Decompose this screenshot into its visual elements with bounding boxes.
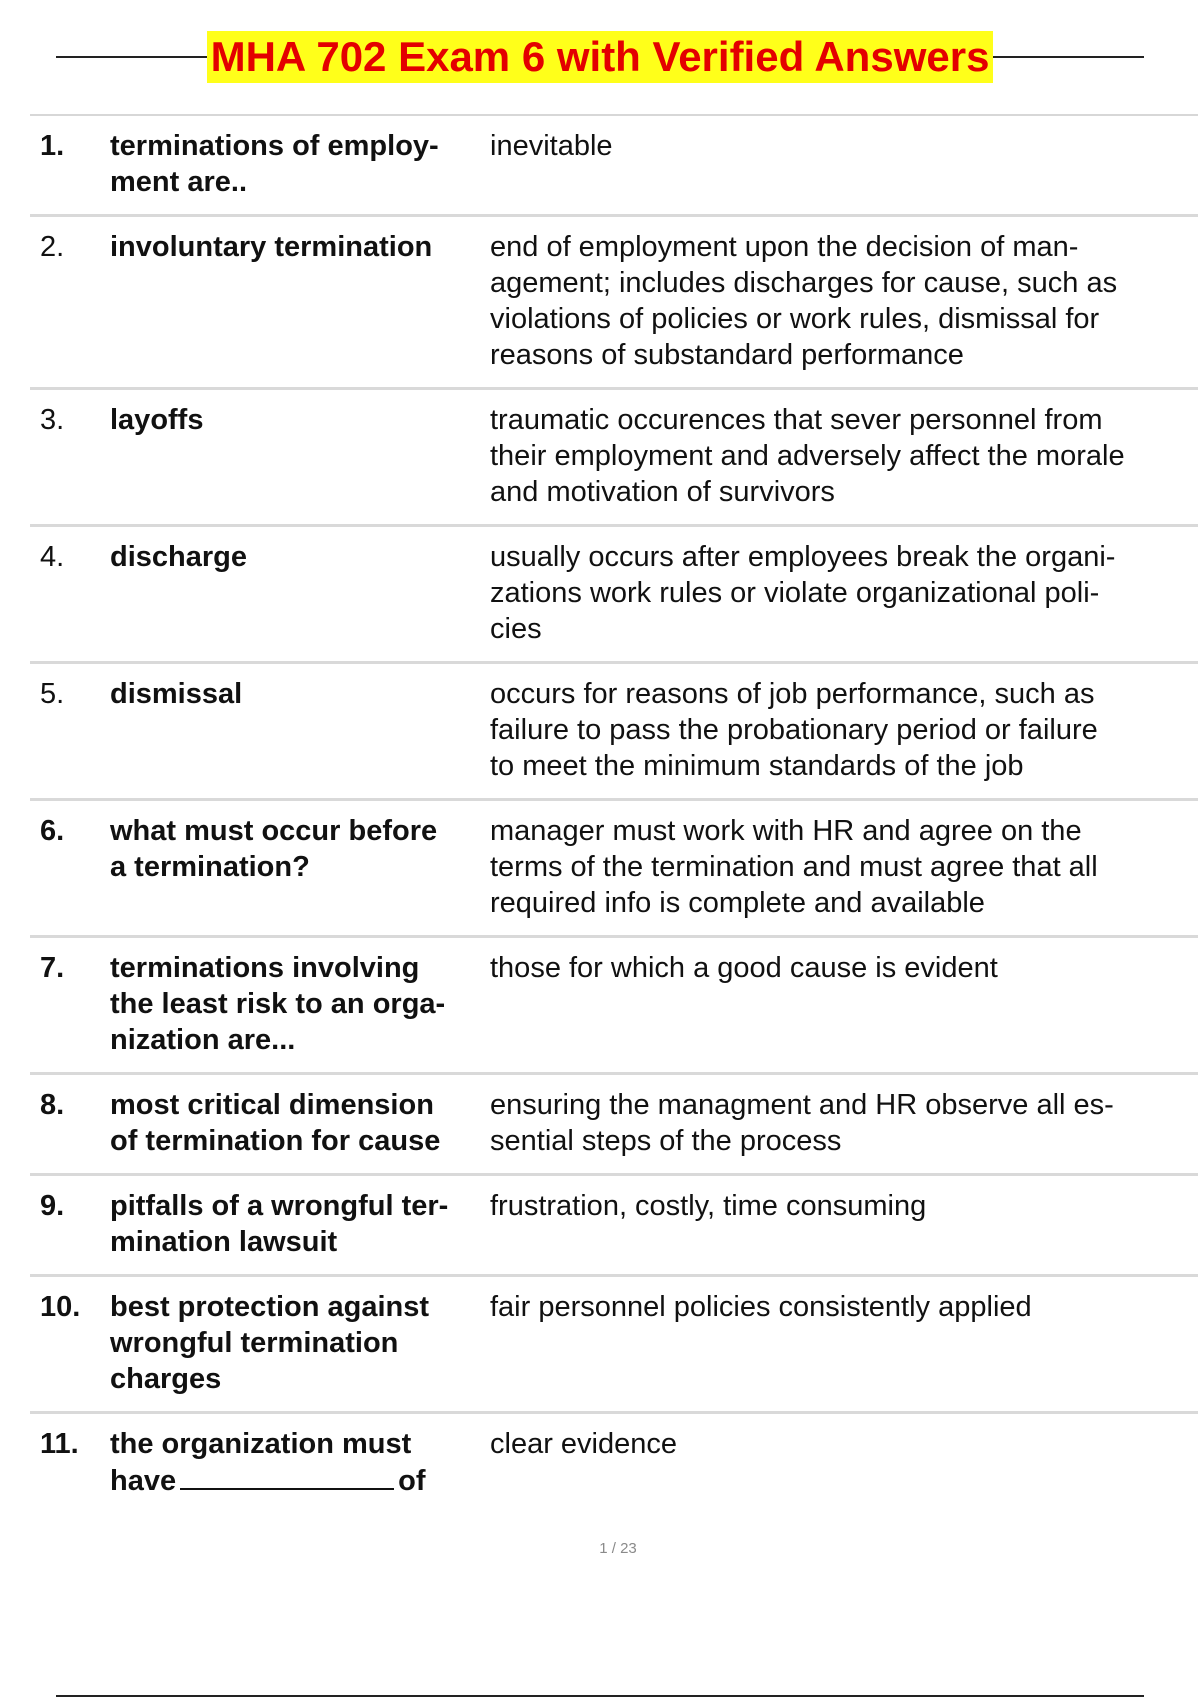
item-number: 5. [40,678,65,710]
qa-row [30,390,1198,527]
title-rule-right [993,56,1144,58]
qa-row [30,801,1198,938]
title-row [56,28,1144,86]
item-term: pitfalls of a wrongful ter- mination lawsuit [110,1190,449,1258]
qa-row [30,1277,1198,1414]
item-number: 2. [40,231,65,263]
item-definition: fair personnel policies consistently applied [490,1291,1032,1323]
item-definition: manager must work with HR and agree on the terms of the termination and must agree that all required info is complete and available [490,815,1098,919]
item-definition: those for which a good cause is evident [490,952,998,984]
qa-row [30,664,1198,801]
item-number: 11. [40,1428,79,1460]
item-number: 8. [40,1089,65,1121]
qa-row [30,116,1198,217]
qa-row [30,527,1198,664]
qa-table [30,114,1198,1513]
item-term-line: the organization must [110,1428,412,1460]
document-title: MHA 702 Exam 6 with Verified Answers [207,31,994,83]
item-definition: occurs for reasons of job performance, such as failure to pass the probationary period or failure to meet the minimum standards of the job [490,678,1098,782]
item-term: dismissal [110,678,243,710]
item-term-after-blank: of [398,1465,426,1497]
item-term: layoffs [110,404,204,436]
item-number: 7. [40,952,65,984]
item-definition: inevitable [490,130,613,162]
item-number: 3. [40,404,65,436]
qa-row [30,1414,1198,1513]
item-number: 6. [40,815,65,847]
item-number: 9. [40,1190,65,1222]
item-term: discharge [110,541,247,573]
qa-row [30,938,1198,1075]
qa-row [30,217,1198,390]
item-definition: usually occurs after employees break the organi- zations work rules or violate organizational poli- cies [490,541,1116,645]
item-term: what must occur before a termination? [110,815,438,883]
item-term: terminations of employ- ment are.. [110,130,439,198]
item-term: most critical dimension of termination for cause [110,1089,441,1157]
item-term-before-blank: have [110,1465,177,1497]
page-number: 1 / 23 [599,1540,637,1557]
item-number: 1. [40,130,65,162]
title-rule-left [56,56,207,58]
qa-row [30,1075,1198,1176]
item-definition: end of employment upon the decision of man- agement; includes discharges for cause, such as violations of policies or work rules, dismissal for reasons of substandard performance [490,231,1118,371]
item-definition: clear evidence [490,1428,677,1460]
item-number: 4. [40,541,65,573]
footer-rule [56,1695,1144,1697]
item-number: 10. [40,1291,81,1323]
item-term-fill-blank [110,1426,490,1499]
qa-row [30,1176,1198,1277]
fill-in-blank [180,1462,394,1490]
item-definition: ensuring the managment and HR observe all es- sential steps of the process [490,1089,1114,1157]
item-term: terminations involving the least risk to an orga- nization are... [110,952,446,1056]
item-definition: frustration, costly, time consuming [490,1190,927,1222]
item-term: involuntary termination [110,231,433,263]
item-term: best protection against wrongful termination charges [110,1291,430,1395]
item-definition: traumatic occurences that sever personnel from their employment and adversely affect the morale and motivation of survivors [490,404,1125,508]
